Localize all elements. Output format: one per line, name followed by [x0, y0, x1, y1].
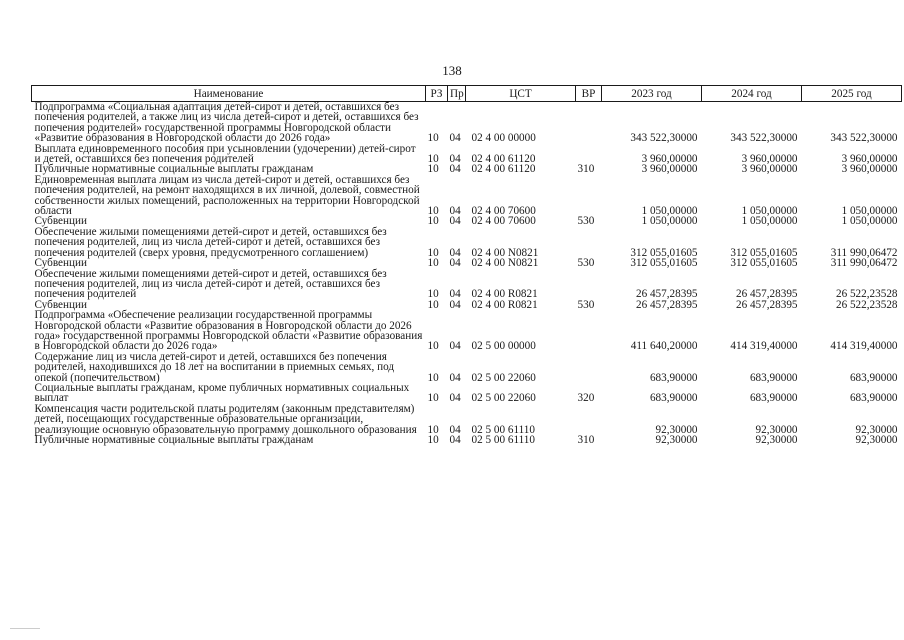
- row-value-2023: 92,30000: [655, 434, 698, 446]
- row-rz: 10: [427, 288, 439, 301]
- row-vr: [576, 269, 602, 300]
- row-name: Выплата единовременного пособия при усыновлении (удочерении) детей-сирот и детей, оставшихся без попечения родителей: [34, 142, 416, 166]
- row-value-2024: 26 457,28395: [735, 298, 798, 311]
- row-name: Единовременная выплата лицам из числа детей-сирот и детей, оставшихся без попечения родителей, на ремонт находящихся в их личной, долевой, совместной собственности жилых помещений, расположенных на территории Новгородской области: [34, 173, 420, 218]
- row-pr: 04: [449, 153, 461, 166]
- row-cst: 02 4 00 N0821: [471, 257, 539, 270]
- row-vr: [576, 144, 602, 165]
- row-pr: 04: [449, 392, 461, 405]
- header-vr: ВР: [576, 86, 602, 102]
- row-value-2023: 312 055,01605: [630, 246, 698, 259]
- row-vr: [576, 102, 602, 144]
- row-name: Подпрограмма «Социальная адаптация детей-сирот и детей, оставшихся без попечения родителей, а также лиц из числа детей-сирот и детей, оставшихся без попечения родителей» государственной программы Новгородской области «Развитие образования в Новгородской области до 2026 года»: [34, 101, 419, 145]
- header-2025: 2025 год: [802, 86, 902, 102]
- row-pr: 04: [449, 257, 461, 270]
- header-rz: РЗ: [426, 86, 448, 102]
- row-name: Социальные выплаты гражданам, кроме публичных нормативных социальных выплат: [34, 381, 410, 405]
- row-value-2023: 411 640,20000: [630, 340, 698, 353]
- table-row: [32, 227, 902, 258]
- row-value-2024: 312 055,01605: [730, 257, 798, 270]
- row-cst: 02 4 00 61120: [471, 153, 536, 166]
- row-pr: 04: [449, 205, 461, 218]
- row-rz: 10: [427, 257, 439, 270]
- row-value-2025: 683,90000: [849, 371, 898, 384]
- row-vr: [576, 352, 602, 383]
- table-row: [32, 435, 902, 445]
- row-name: Компенсация части родительской платы родителям (законным представителям) детей, посещающих государственные образовательные организации, реализующие основную образовательную программу дошкольного образования: [34, 402, 417, 436]
- row-value-2024: 3 960,00000: [741, 163, 798, 176]
- row-vr: 320: [577, 392, 595, 405]
- row-value-2024: 683,90000: [749, 371, 798, 384]
- row-value-2024: 3 960,00000: [741, 153, 798, 166]
- row-name: Обеспечение жилыми помещениями детей-сирот и детей, оставшихся без попечения родителей, лиц из числа детей-сирот и детей, оставшихся без попечения родителей: [34, 267, 387, 301]
- table-row: [32, 383, 902, 404]
- row-value-2025: 3 960,00000: [841, 153, 898, 166]
- table-row: [32, 404, 902, 435]
- row-cst: 02 4 00 70600: [471, 205, 536, 218]
- table-row: [32, 352, 902, 383]
- row-pr: 04: [449, 298, 461, 311]
- row-name: Подпрограмма «Обеспечение реализации государственной программы Новгородской области «Развитие образования в Новгородской области до 2026 года» государственной программы Новгородской области «Развитие образования в Новгородской области до 2026 года»: [34, 309, 423, 353]
- row-vr: 310: [577, 163, 595, 176]
- row-rz: 10: [427, 205, 439, 218]
- row-pr: 04: [449, 163, 461, 176]
- row-value-2024: 92,30000: [755, 434, 798, 446]
- row-value-2025: 92,30000: [855, 434, 898, 446]
- table-body: [32, 102, 902, 446]
- row-vr: 530: [577, 215, 595, 228]
- row-cst: 02 4 00 R0821: [471, 288, 538, 301]
- row-rz: 10: [427, 298, 439, 311]
- row-cst: 02 5 00 61110: [471, 423, 535, 436]
- row-rz: 10: [427, 392, 439, 405]
- row-rz: 10: [427, 163, 439, 176]
- row-value-2023: 312 055,01605: [630, 257, 698, 270]
- table-header: [32, 86, 902, 102]
- row-value-2023: 26 457,28395: [635, 298, 698, 311]
- row-value-2024: 92,30000: [755, 423, 798, 436]
- header-name: Наименование: [32, 86, 426, 102]
- page-number: 138: [442, 63, 462, 78]
- row-vr: [576, 175, 602, 217]
- header-pr: Пр: [448, 86, 466, 102]
- row-value-2024: 343 522,30000: [730, 132, 798, 145]
- row-value-2023: 3 960,00000: [641, 153, 698, 166]
- row-name: Субвенции: [34, 257, 87, 270]
- row-name: Публичные нормативные социальные выплаты гражданам: [34, 163, 314, 176]
- row-value-2023: 683,90000: [649, 392, 698, 405]
- scan-mark: [10, 628, 40, 629]
- row-cst: 02 5 00 61110: [471, 434, 535, 446]
- row-value-2025: 26 522,23528: [835, 298, 898, 311]
- row-pr: 04: [449, 215, 461, 228]
- row-value-2023: 3 960,00000: [641, 163, 698, 176]
- header-2024: 2024 год: [702, 86, 802, 102]
- table-row: [32, 310, 902, 352]
- row-vr: 530: [577, 298, 595, 311]
- row-cst: 02 4 00 N0821: [471, 246, 539, 259]
- table-row: [32, 269, 902, 300]
- row-pr: 04: [449, 246, 461, 259]
- row-value-2025: 311 990,06472: [830, 246, 898, 259]
- row-value-2025: 1 050,00000: [841, 205, 898, 218]
- row-value-2025: 311 990,06472: [830, 257, 898, 270]
- table-row: [32, 102, 902, 144]
- row-rz: 10: [427, 371, 439, 384]
- row-vr: [576, 227, 602, 258]
- row-value-2024: 1 050,00000: [741, 205, 798, 218]
- header-cst: ЦСТ: [466, 86, 576, 102]
- row-value-2023: 26 457,28395: [635, 288, 698, 301]
- row-value-2024: 26 457,28395: [735, 288, 798, 301]
- table-row: [32, 258, 902, 268]
- row-value-2024: 683,90000: [749, 392, 798, 405]
- row-value-2025: 3 960,00000: [841, 163, 898, 176]
- row-value-2023: 683,90000: [649, 371, 698, 384]
- row-value-2023: 1 050,00000: [641, 205, 698, 218]
- row-rz: 10: [427, 215, 439, 228]
- row-name: Обеспечение жилыми помещениями детей-сирот и детей, оставшихся без попечения родителей, лиц из числа детей-сирот и детей, оставшихся без попечения родителей (сверх уровня, предусмотренного соглашением): [34, 225, 387, 259]
- row-name: Содержание лиц из числа детей-сирот и детей, оставшихся без попечения родителей, находившихся до 18 лет на воспитании в приемных семьях, под опекой (попечительством): [34, 350, 395, 384]
- row-value-2023: 92,30000: [655, 423, 698, 436]
- row-vr: [576, 310, 602, 352]
- row-pr: 04: [449, 371, 461, 384]
- row-name: Публичные нормативные социальные выплаты гражданам: [34, 434, 314, 446]
- row-value-2025: 26 522,23528: [835, 288, 898, 301]
- row-rz: 10: [427, 132, 439, 145]
- row-value-2024: 1 050,00000: [741, 215, 798, 228]
- row-value-2025: 683,90000: [849, 392, 898, 405]
- row-cst: 02 4 00 00000: [471, 132, 536, 145]
- row-cst: 02 4 00 61120: [471, 163, 536, 176]
- row-pr: 04: [449, 132, 461, 145]
- row-vr: [576, 404, 602, 435]
- row-value-2025: 343 522,30000: [830, 132, 898, 145]
- row-vr: 310: [577, 434, 595, 446]
- row-rz: 10: [427, 153, 439, 166]
- header-2023: 2023 год: [602, 86, 702, 102]
- row-cst: 02 4 00 70600: [471, 215, 536, 228]
- row-value-2025: 92,30000: [855, 423, 898, 436]
- row-value-2024: 414 319,40000: [730, 340, 798, 353]
- row-cst: 02 4 00 R0821: [471, 298, 538, 311]
- row-value-2024: 312 055,01605: [730, 246, 798, 259]
- row-value-2023: 343 522,30000: [630, 132, 698, 145]
- row-rz: 10: [427, 434, 439, 446]
- row-rz: 10: [427, 423, 439, 436]
- row-pr: 04: [449, 423, 461, 436]
- row-value-2023: 1 050,00000: [641, 215, 698, 228]
- table-row: [32, 144, 902, 165]
- row-cst: 02 5 00 22060: [471, 371, 536, 384]
- table-row: [32, 175, 902, 217]
- row-pr: 04: [449, 340, 461, 353]
- row-rz: 10: [427, 246, 439, 259]
- row-name: Субвенции: [34, 215, 87, 228]
- row-cst: 02 5 00 00000: [471, 340, 536, 353]
- row-value-2025: 1 050,00000: [841, 215, 898, 228]
- budget-table: [31, 85, 902, 445]
- row-rz: 10: [427, 340, 439, 353]
- row-cst: 02 5 00 22060: [471, 392, 536, 405]
- row-pr: 04: [449, 288, 461, 301]
- row-name: Субвенции: [34, 298, 87, 311]
- row-value-2025: 414 319,40000: [830, 340, 898, 353]
- row-pr: 04: [449, 434, 461, 446]
- row-vr: 530: [577, 257, 595, 270]
